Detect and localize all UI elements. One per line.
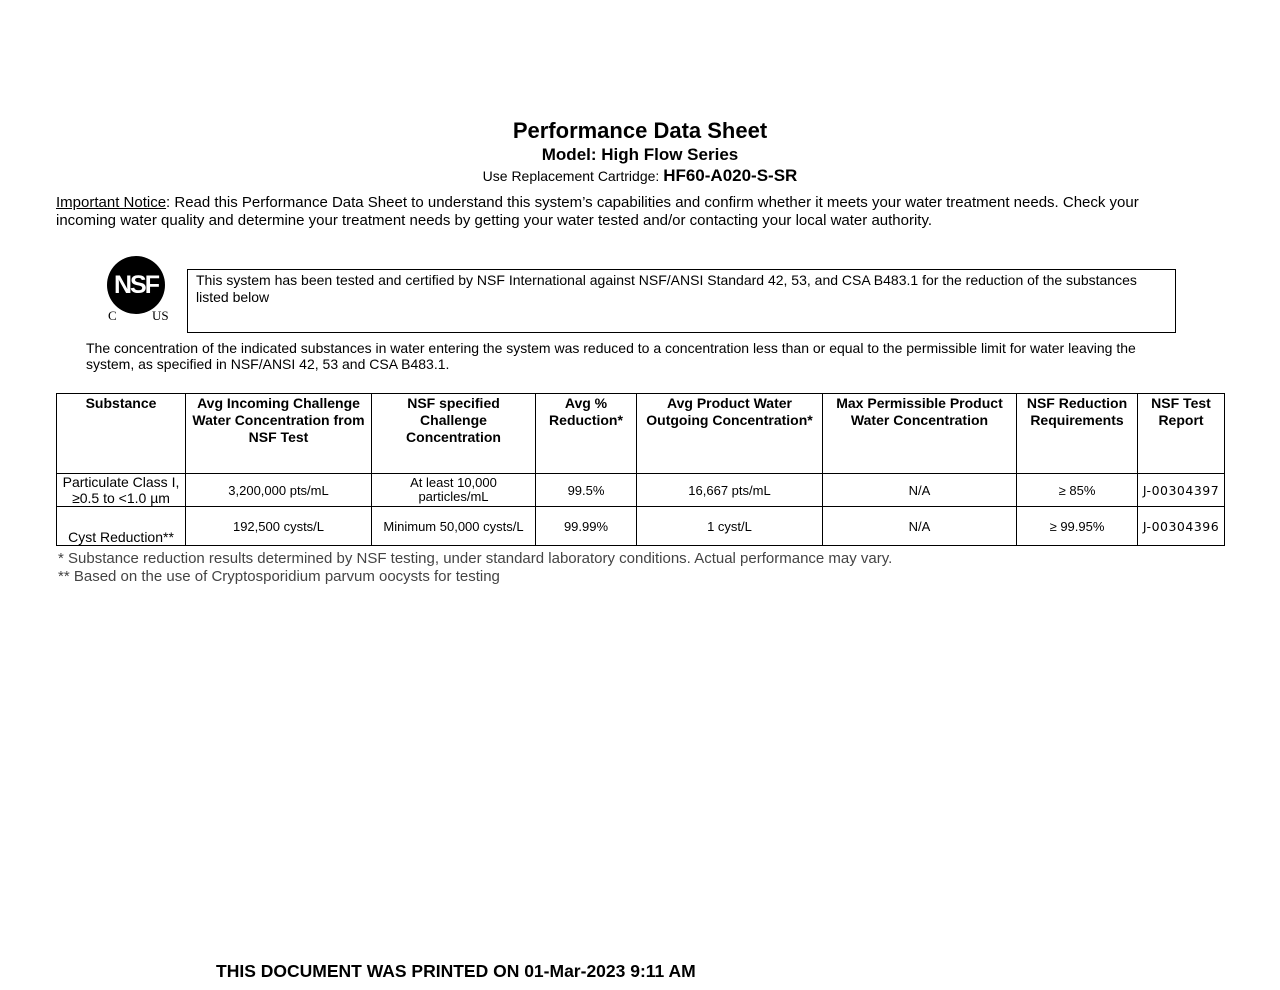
cell-avg-reduction: 99.5% [536,474,637,507]
cell-avg-outgoing: 1 cyst/L [637,507,823,546]
header-substance: Substance [57,394,186,474]
model-name: Model: High Flow Series [541,145,739,164]
cell-substance: Cyst Reduction** [57,507,186,546]
cell-test-report: J-00304397 [1138,474,1225,507]
table-row [57,507,1225,546]
cell-nsf-requirements: ≥ 99.95% [1017,507,1138,546]
cell-max-permissible: N/A [823,474,1017,507]
notice-text: : Read this Performance Data Sheet to understand this system’s capabilities and confirm whether it meets your water treatment needs. Check your incoming water quality and determine your treatment needs by getting your water tested and/or contacting your local water authority. [56,194,1139,229]
cell-substance: Particulate Class I, ≥0.5 to <1.0 µm [57,474,186,507]
footnote-2: ** Based on the use of Cryptosporidium parvum oocysts for testing [58,568,500,585]
certification-box: This system has been tested and certified by NSF International against NSF/ANSI Standard 42, 53, and CSA B483.1 for the reduction of the substances listed below [187,269,1176,333]
cartridge-label: Use Replacement Cartridge: [482,168,660,184]
cell-nsf-requirements: ≥ 85% [1017,474,1138,507]
nsf-mark: NSF [107,256,165,314]
cell-avg-incoming: 192,500 cysts/L [186,507,372,546]
nsf-logo-c: C [108,308,117,323]
header-test-report: NSF Test Report [1138,394,1225,474]
header-max-permissible: Max Permissible Product Water Concentration [823,394,1017,474]
cell-avg-reduction: 99.99% [536,507,637,546]
cell-nsf-challenge: At least 10,000 particles/mL [372,474,536,507]
replacement-cartridge [0,166,1280,186]
notice-label: Important Notice [56,194,167,211]
nsf-logo [104,256,176,326]
cartridge-code: HF60-A020-S-SR [663,166,798,185]
header-nsf-challenge: NSF specified Challenge Concentration [372,394,536,474]
cell-avg-outgoing: 16,667 pts/mL [637,474,823,507]
performance-table [56,393,1225,546]
header-nsf-requirements: NSF Reduction Requirements [1017,394,1138,474]
nsf-logo-us: US [152,308,169,323]
cell-test-report: J-00304396 [1138,507,1225,546]
reduction-statement: The concentration of the indicated substances in water entering the system was reduced to a concentration less than or equal to the permissible limit for water leaving the system, as specified in NSF/ANSI 42, 53 and CSA B483.1. [86,340,1136,372]
important-notice [56,194,1176,230]
header-avg-reduction: Avg % Reduction* [536,394,637,474]
table-header-row [57,394,1225,474]
table-row [57,474,1225,507]
cell-avg-incoming: 3,200,000 pts/mL [186,474,372,507]
cell-max-permissible: N/A [823,507,1017,546]
footnote-1: * Substance reduction results determined by NSF testing, under standard laboratory conditions. Actual performance may vary. [58,550,893,567]
header-avg-incoming: Avg Incoming Challenge Water Concentration from NSF Test [186,394,372,474]
page-title: Performance Data Sheet [512,118,768,143]
header-avg-outgoing: Avg Product Water Outgoing Concentration* [637,394,823,474]
cell-nsf-challenge: Minimum 50,000 cysts/L [372,507,536,546]
printed-timestamp: THIS DOCUMENT WAS PRINTED ON 01-Mar-2023 9:11 AM [216,961,696,981]
